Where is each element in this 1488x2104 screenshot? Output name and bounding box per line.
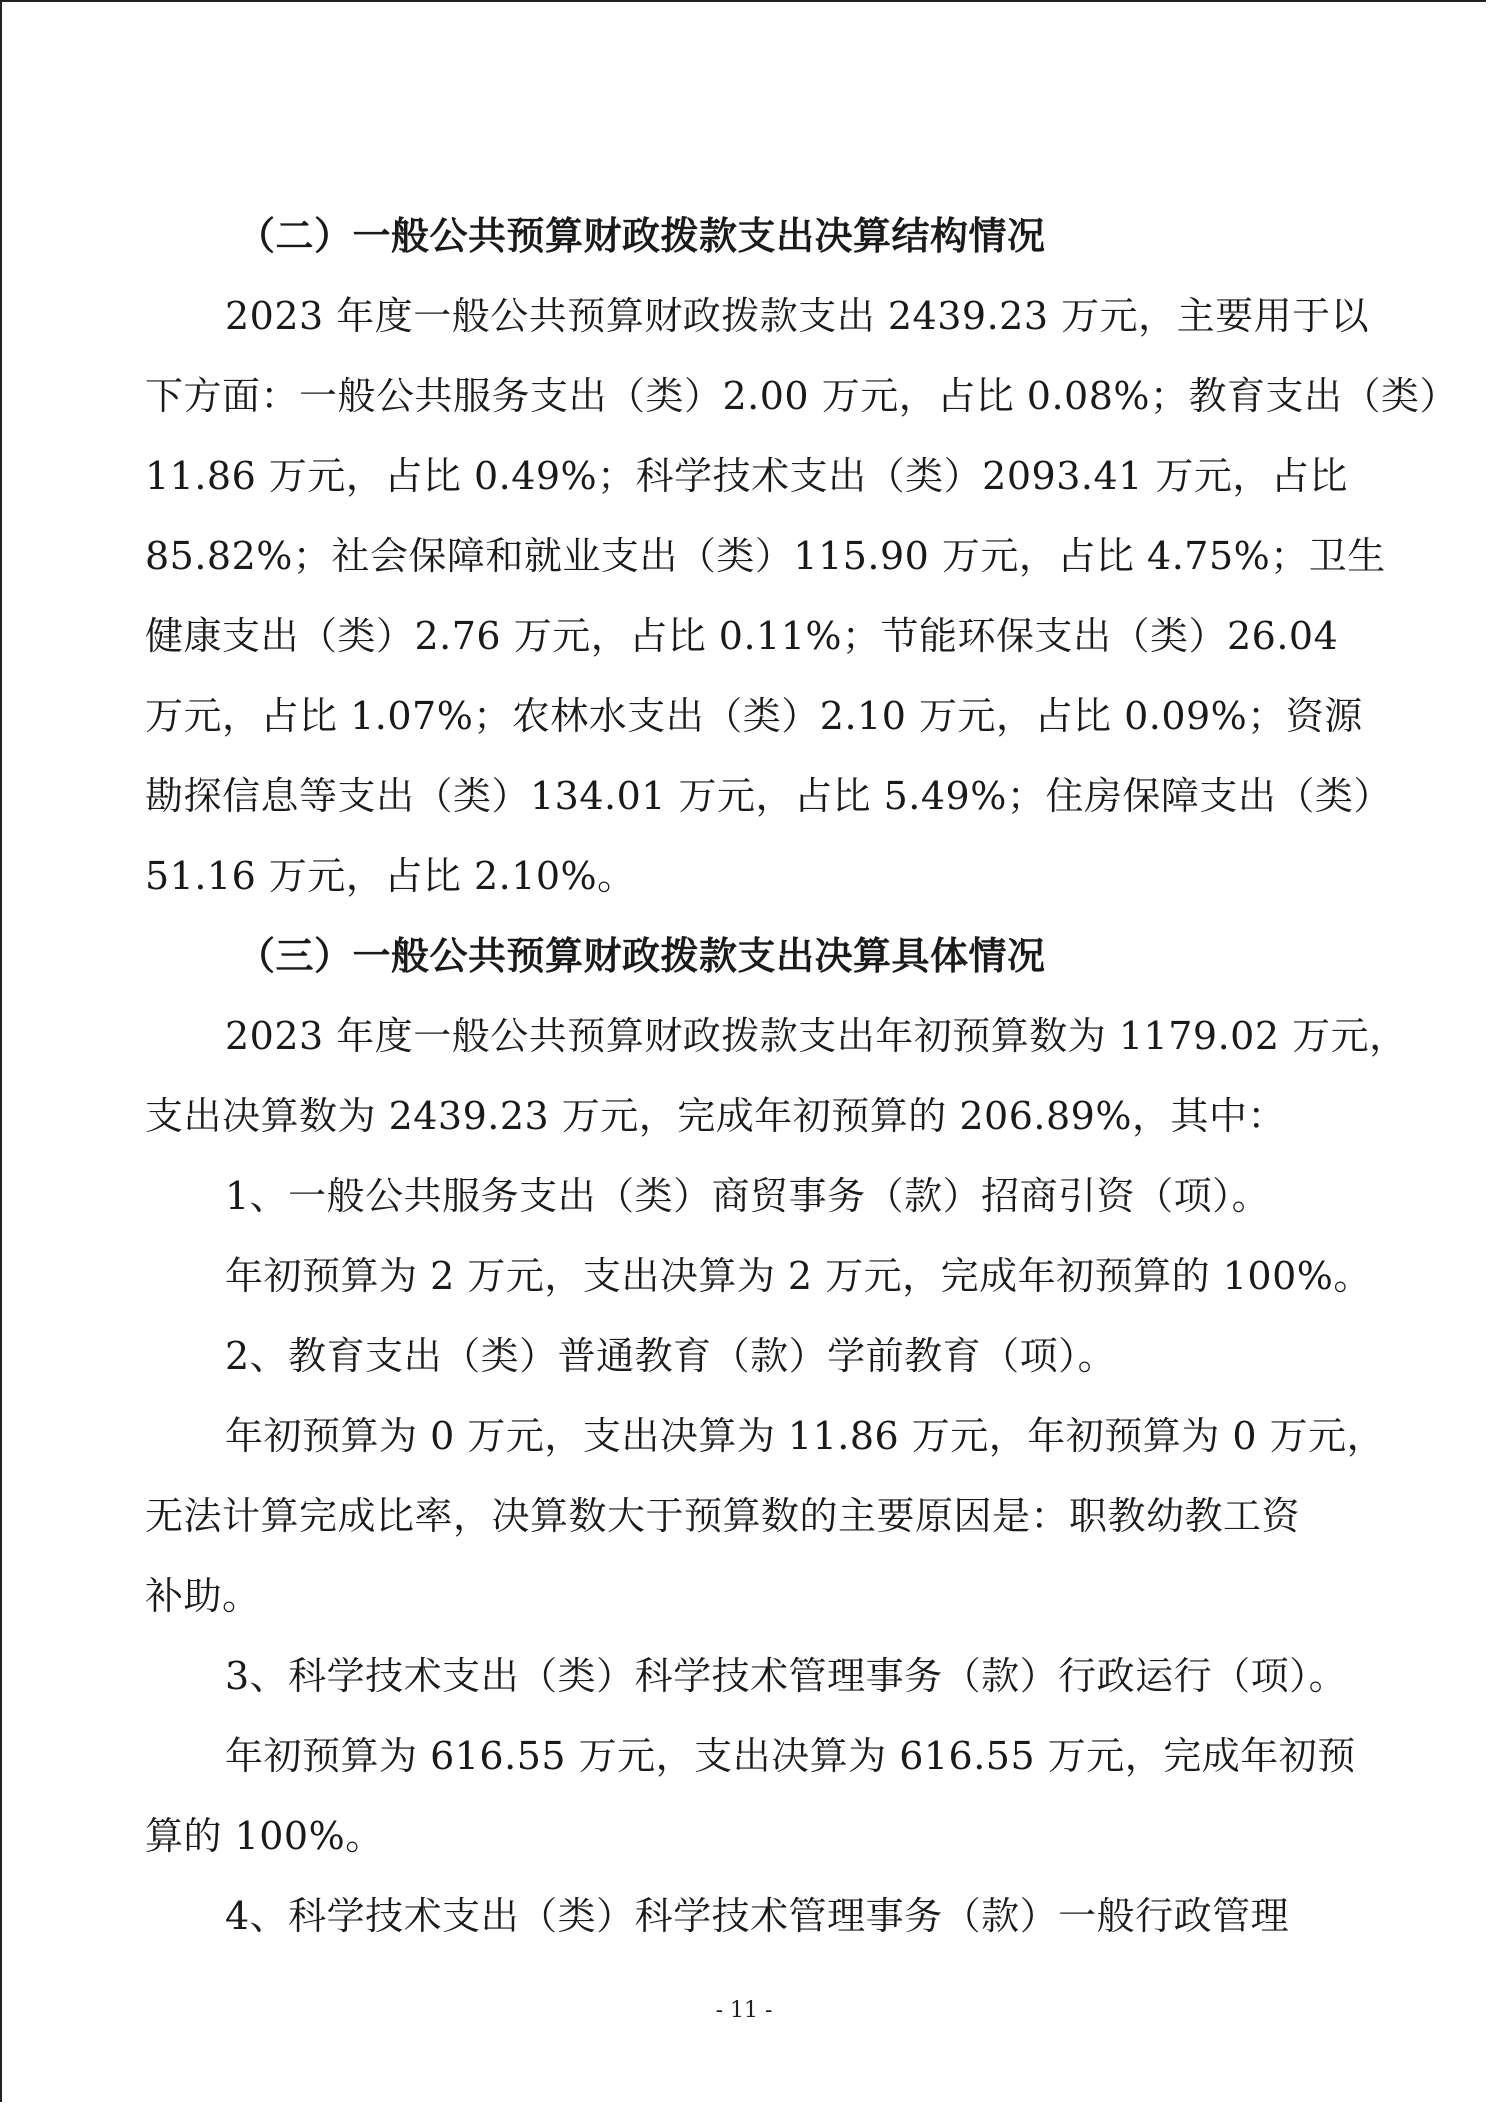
page-number: - 11 - bbox=[715, 1998, 773, 2023]
item4-title: 4、科学技术支出（类）科学技术管理事务（款）一般行政管理 bbox=[225, 1894, 1290, 1938]
document-body bbox=[145, 196, 1458, 1956]
paragraph-line: 支出决算数为 2439.23 万元，完成年初预算的 206.89%，其中： bbox=[145, 1094, 1286, 1138]
section2-heading: （二）一般公共预算财政拨款支出决算结构情况 bbox=[237, 214, 1046, 258]
item2-desc: 无法计算完成比率，决算数大于预算数的主要原因是：职教幼教工资 bbox=[145, 1494, 1301, 1538]
item2-title: 2、教育支出（类）普通教育（款）学前教育（项）。 bbox=[225, 1334, 1117, 1378]
item1-title: 1、一般公共服务支出（类）商贸事务（款）招商引资（项）。 bbox=[225, 1174, 1271, 1218]
item3-title: 3、科学技术支出（类）科学技术管理事务（款）行政运行（项）。 bbox=[225, 1654, 1348, 1698]
paragraph-line: 85.82%；社会保障和就业支出（类）115.90 万元，占比 4.75%；卫生 bbox=[145, 534, 1386, 578]
paragraph-line: 51.16 万元，占比 2.10%。 bbox=[145, 854, 636, 898]
section3-heading: （三）一般公共预算财政拨款支出决算具体情况 bbox=[237, 934, 1046, 978]
item2-desc: 年初预算为 0 万元，支出决算为 11.86 万元，年初预算为 0 万元， bbox=[225, 1414, 1386, 1458]
paragraph-line: 下方面：一般公共服务支出（类）2.00 万元，占比 0.08%；教育支出（类） bbox=[145, 374, 1458, 418]
paragraph-line: 11.86 万元，占比 0.49%；科学技术支出（类）2093.41 万元，占比 bbox=[145, 454, 1348, 498]
paragraph-line: 万元，占比 1.07%；农林水支出（类）2.10 万元，占比 0.09%；资源 bbox=[145, 694, 1363, 738]
item3-desc: 算的 100%。 bbox=[145, 1814, 384, 1858]
paragraph-line: 健康支出（类）2.76 万元，占比 0.11%；节能环保支出（类）26.04 bbox=[145, 614, 1339, 658]
item2-desc: 补助。 bbox=[145, 1574, 261, 1618]
item1-desc: 年初预算为 2 万元，支出决算为 2 万元，完成年初预算的 100%。 bbox=[225, 1254, 1372, 1298]
paragraph-line: 勘探信息等支出（类）134.01 万元，占比 5.49%；住房保障支出（类） bbox=[145, 774, 1392, 818]
paragraph-line: 2023 年度一般公共预算财政拨款支出 2439.23 万元，主要用于以 bbox=[225, 294, 1370, 338]
paragraph-line: 2023 年度一般公共预算财政拨款支出年初预算数为 1179.02 万元， bbox=[225, 1014, 1408, 1058]
item3-desc: 年初预算为 616.55 万元，支出决算为 616.55 万元，完成年初预 bbox=[225, 1734, 1356, 1778]
